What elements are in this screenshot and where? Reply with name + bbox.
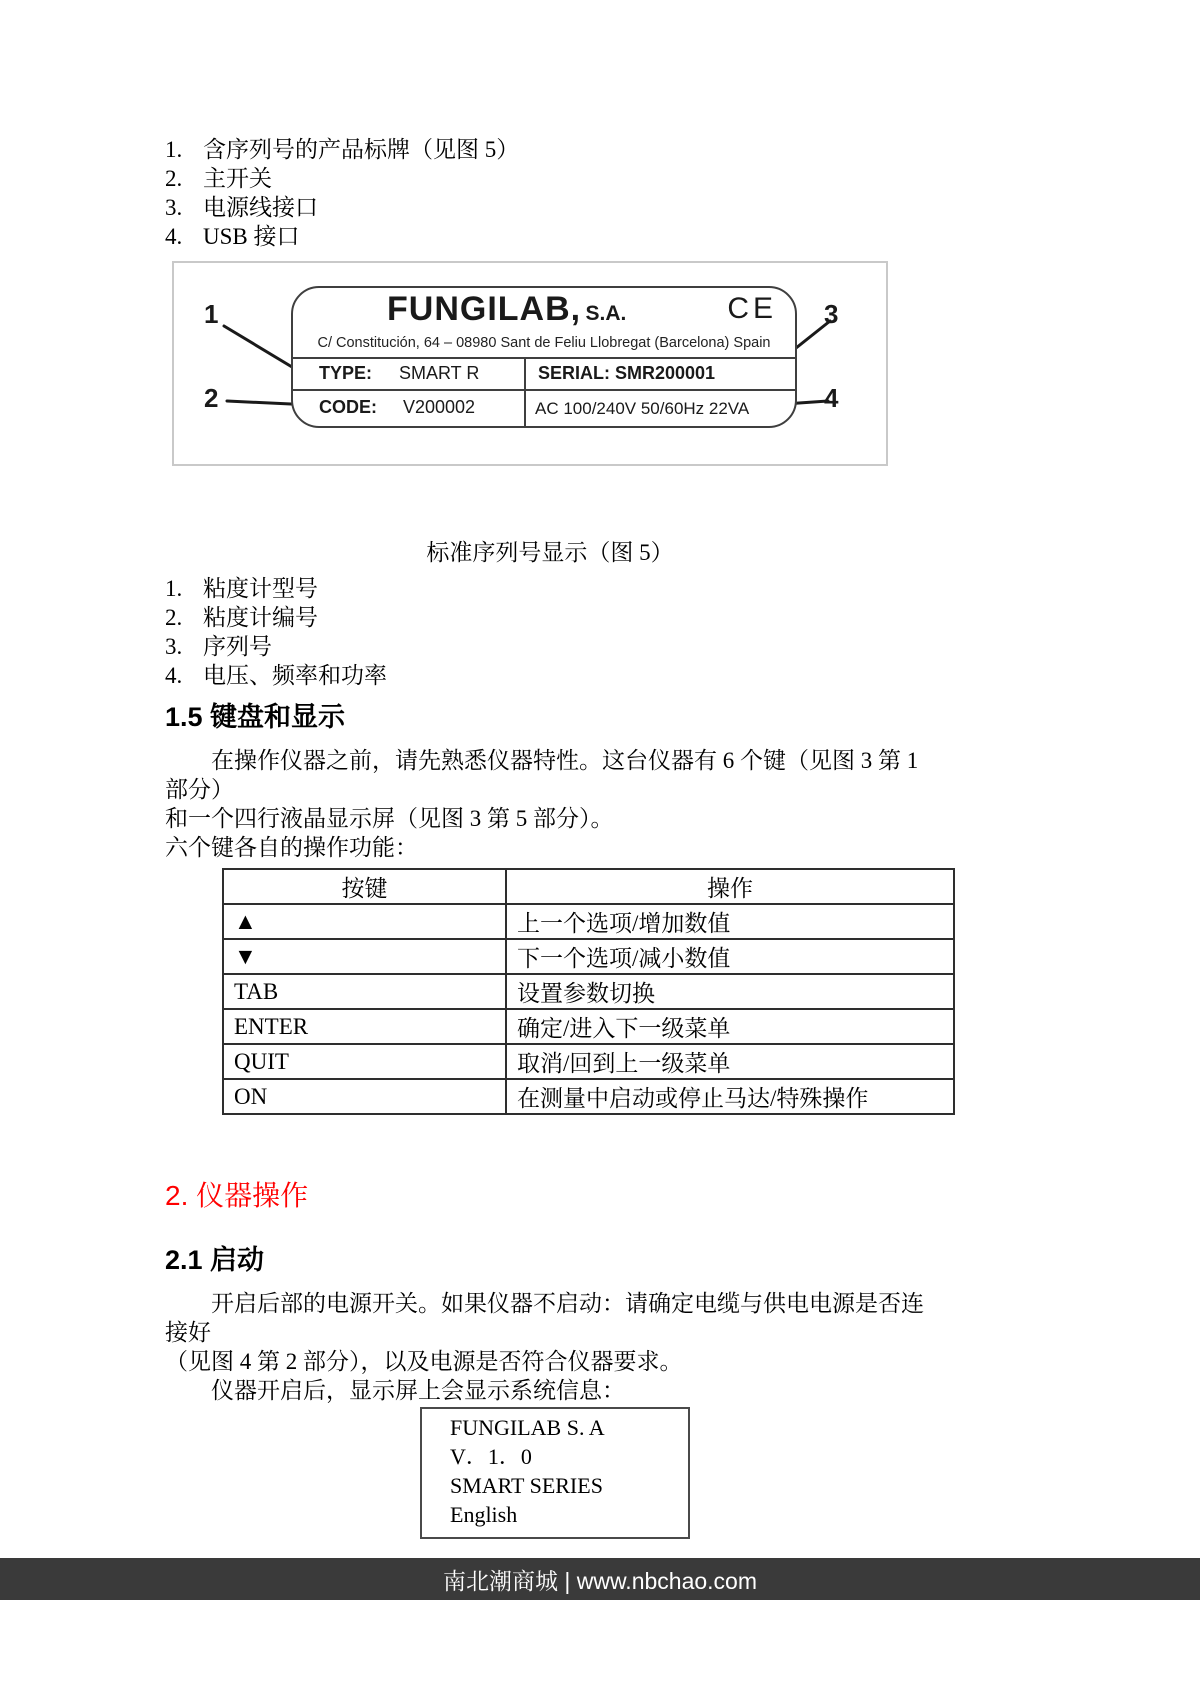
key-cell: TAB	[223, 974, 506, 1009]
section-heading-2: 2. 仪器操作	[165, 1180, 309, 1211]
list-number: 4.	[165, 663, 183, 688]
list-number: 2.	[165, 605, 183, 630]
list-number: 1.	[165, 576, 183, 601]
action-cell: 在测量中启动或停止马达/特殊操作	[506, 1079, 954, 1114]
callout-2: 2	[204, 383, 219, 413]
system-info-line: SMART SERIES	[450, 1473, 603, 1498]
brand-suffix: S.A.	[585, 302, 627, 325]
code-label: CODE:	[319, 397, 377, 417]
list-text: 粘度计型号	[203, 576, 318, 601]
paragraph-line: 六个键各自的操作功能：	[165, 835, 418, 860]
list-number: 2.	[165, 166, 183, 191]
section-heading-2-1: 2.1 启动	[165, 1245, 265, 1275]
footer-text: 南北潮商城 | www.nbchao.com	[442, 1567, 757, 1594]
system-info-line: V．1．0	[450, 1444, 532, 1469]
figure-caption: 标准序列号显示（图 5）	[426, 540, 674, 565]
code-value: V200002	[403, 397, 476, 417]
page-content	[165, 0, 1045, 1539]
list-text: 主开关	[203, 166, 272, 191]
section-heading-1-5: 1.5 键盘和显示	[165, 702, 346, 732]
list-text: 含序列号的产品标牌（见图 5）	[203, 137, 520, 162]
action-cell: 上一个选项/增加数值	[506, 904, 954, 939]
table-row	[223, 1079, 954, 1114]
system-info-box	[420, 1407, 690, 1539]
brand-main: FUNGILAB,	[387, 290, 582, 328]
paragraph-line: 仪器开启后，显示屏上会显示系统信息：	[211, 1378, 625, 1403]
top-numbered-list	[165, 135, 1045, 251]
list-text: 序列号	[203, 634, 272, 659]
key-cell: ENTER	[223, 1009, 506, 1044]
callout-1: 1	[204, 299, 219, 329]
plate-divider-vertical	[524, 357, 526, 426]
section-2-1-paragraph	[165, 1289, 945, 1405]
table-row	[223, 939, 954, 974]
section-1-5-paragraph	[165, 746, 945, 862]
keys-table	[222, 868, 955, 1115]
list-number: 3.	[165, 195, 183, 220]
address-text: C/ Constitución, 64 – 08980 Sant de Feliu Llobregat (Barcelona) Spain	[317, 335, 771, 351]
action-cell: 设置参数切换	[506, 974, 954, 1009]
list-number: 1.	[165, 137, 183, 162]
list-item	[165, 135, 1045, 164]
list-number: 4.	[165, 224, 183, 249]
list-text: USB 接口	[203, 224, 300, 249]
table-row	[223, 904, 954, 939]
key-cell: QUIT	[223, 1044, 506, 1079]
mid-numbered-list	[165, 574, 1045, 690]
list-item	[165, 661, 1045, 690]
list-item	[165, 603, 1045, 632]
table-header-action: 操作	[506, 869, 954, 904]
table-row	[223, 1009, 954, 1044]
list-item	[165, 632, 1045, 661]
serial-text: SERIAL: SMR200001	[538, 363, 716, 383]
list-number: 3.	[165, 634, 183, 659]
list-item	[165, 222, 1045, 251]
nameplate	[291, 286, 797, 428]
system-info-line: FUNGILAB S. A	[450, 1415, 605, 1440]
paragraph-line: （见图 4 第 2 部分），以及电源是否符合仪器要求。	[165, 1349, 683, 1374]
list-item	[165, 574, 1045, 603]
ce-mark-icon: CE	[727, 292, 777, 325]
power-text: AC 100/240V 50/60Hz 22VA	[535, 399, 750, 418]
action-cell: 取消/回到上一级菜单	[506, 1044, 954, 1079]
list-text: 电源线接口	[203, 195, 318, 220]
key-cell: ▲	[223, 904, 506, 939]
table-header-row	[223, 869, 954, 904]
product-label-figure	[172, 261, 888, 466]
callout-4: 4	[824, 383, 839, 413]
plate-divider-horizontal-1	[293, 357, 795, 359]
list-text: 电压、频率和功率	[203, 663, 387, 688]
system-info-line: English	[450, 1502, 518, 1527]
list-item	[165, 193, 1045, 222]
paragraph-line: 开启后部的电源开关。如果仪器不启动：请确定电缆与供电电源是否连接好	[165, 1291, 924, 1345]
table-row	[223, 1044, 954, 1079]
paragraph-line: 和一个四行液晶显示屏（见图 3 第 5 部分）。	[165, 806, 614, 831]
type-value: SMART R	[399, 363, 480, 383]
list-item	[165, 164, 1045, 193]
type-label: TYPE:	[319, 363, 373, 383]
action-cell: 下一个选项/减小数值	[506, 939, 954, 974]
table-row	[223, 974, 954, 1009]
key-cell: ▼	[223, 939, 506, 974]
paragraph-line: 在操作仪器之前，请先熟悉仪器特性。这台仪器有 6 个键（见图 3 第 1 部分）	[165, 748, 919, 802]
list-text: 粘度计编号	[203, 605, 318, 630]
key-cell: ON	[223, 1079, 506, 1114]
table-header-key: 按键	[223, 869, 506, 904]
brand-text	[387, 290, 626, 329]
callout-3: 3	[824, 299, 839, 329]
footer-bar	[0, 1558, 1200, 1600]
action-cell: 确定/进入下一级菜单	[506, 1009, 954, 1044]
plate-divider-horizontal-2	[293, 389, 795, 391]
